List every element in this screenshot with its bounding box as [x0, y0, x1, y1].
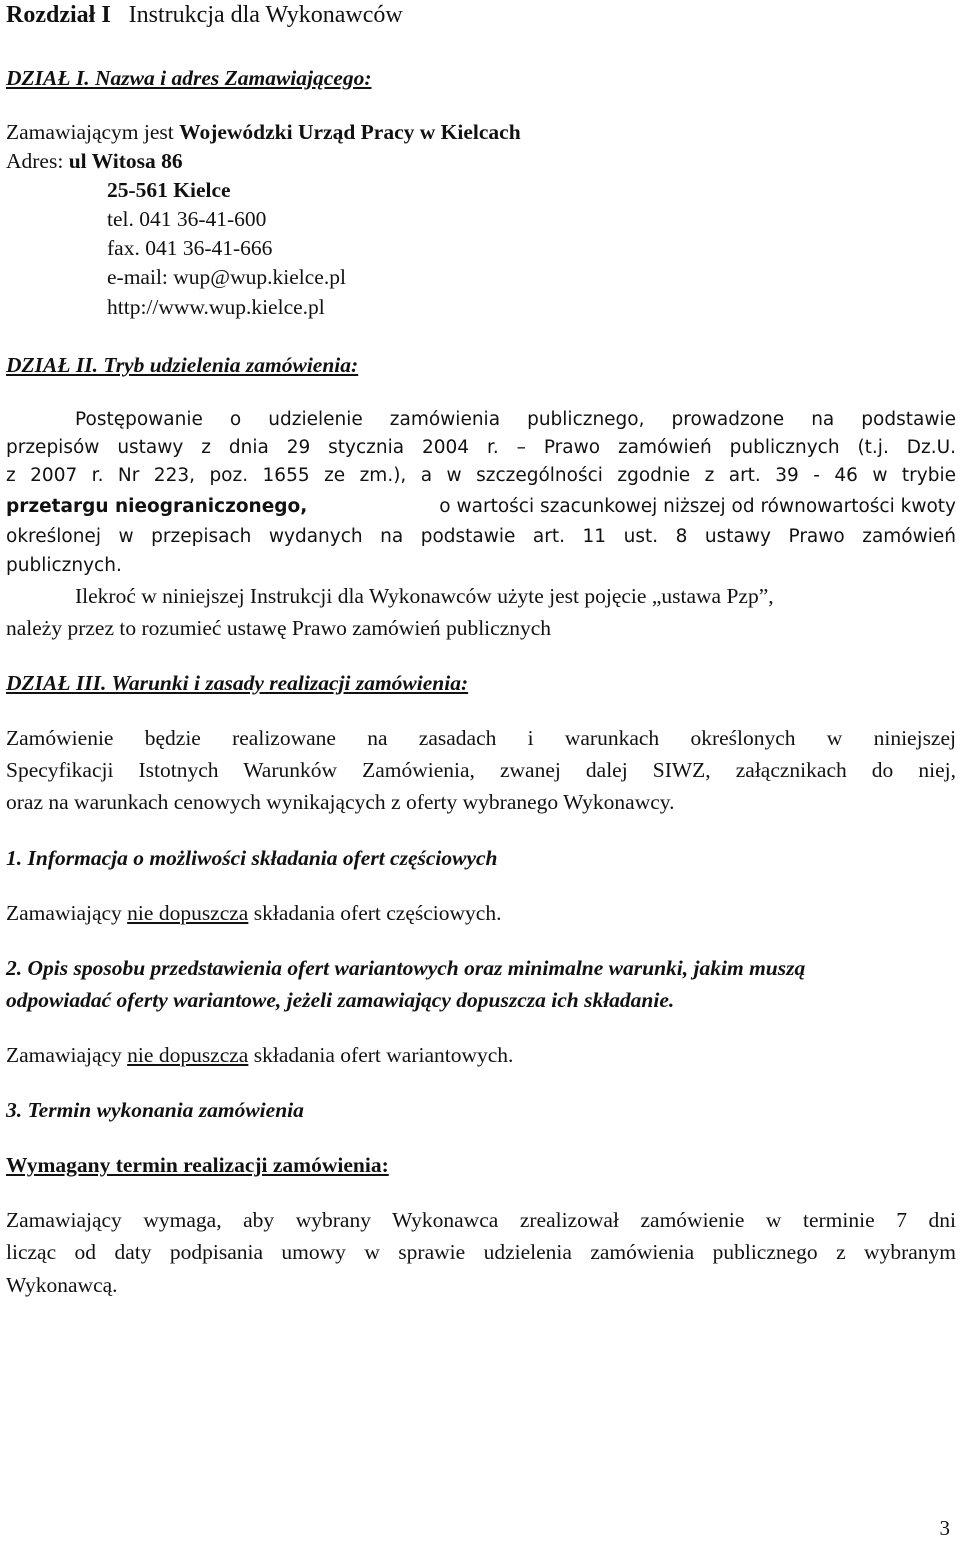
address-street: ul Witosa 86: [68, 149, 183, 173]
section-2-line-1: Postępowanie o udzielenie zamówienia publicznego, prowadzone na podstawie: [75, 409, 956, 430]
client-intro: Zamawiającym jest: [6, 120, 174, 144]
point-1-emphasis: nie dopuszcza: [127, 901, 249, 925]
section-2-heading: DZIAŁ II. Tryb udzielenia zamówienia:: [6, 353, 359, 377]
point-2-text: [6, 1045, 513, 1067]
section-3-line-2: Specyfikacji Istotnych Warunków Zamówienia, zwanej dalej SIWZ, załącznikach do niej,: [6, 758, 956, 782]
chapter-label: Rozdział I: [6, 2, 111, 28]
point-1-text: [6, 903, 501, 925]
page-number: 3: [939, 1516, 950, 1540]
email: e-mail: wup@wup.kielce.pl: [107, 265, 346, 289]
chapter-name: Instrukcja dla Wykonawców: [128, 2, 403, 28]
point-2-heading-line-2: odpowiadać oferty wariantowe, jeżeli zamawiający dopuszcza ich składanie.: [6, 988, 675, 1012]
point-2-heading-line-1: 2. Opis sposobu przedstawienia ofert wariantowych oraz minimalne warunki, jakim muszą: [6, 956, 806, 980]
chapter-title: [6, 3, 403, 27]
client-name: Wojewódzki Urząd Pracy w Kielcach: [179, 120, 521, 144]
point-2-object: składania ofert wariantowych.: [253, 1043, 514, 1067]
website: http://www.wup.kielce.pl: [107, 295, 325, 319]
section-2-line-4-rest: o wartości szacunkowej niższej od równowartości kwoty: [439, 496, 956, 517]
point-3-line-2: licząc od daty podpisania umowy w sprawie udzielenia zamówienia publicznego z wybranym: [6, 1240, 956, 1264]
point-2-emphasis: nie dopuszcza: [127, 1043, 249, 1067]
point-1-subject: Zamawiający: [6, 901, 122, 925]
address-city: 25-561 Kielce: [107, 178, 231, 202]
section-2-line-8: należy przez to rozumieć ustawę Prawo zamówień publicznych: [6, 616, 552, 640]
section-2-line-7: Ilekroć w niniejszej Instrukcji dla Wykonawców użyte jest pojęcie „ustawa Pzp”,: [75, 584, 774, 608]
section-2-line-6: publicznych.: [6, 555, 122, 576]
address-label: Adres:: [6, 149, 64, 173]
section-3-heading: DZIAŁ III. Warunki i zasady realizacji zamówienia:: [6, 671, 469, 695]
section-2-line-2: przepisów ustawy z dnia 29 stycznia 2004 r. – Prawo zamówień publicznych (t.j. Dz.U.: [6, 437, 956, 458]
point-3-line-3: Wykonawcą.: [6, 1273, 118, 1297]
tender-mode: przetargu nieograniczonego,: [6, 496, 308, 517]
client-line: [6, 122, 521, 144]
point-3-line-1: Zamawiający wymaga, aby wybrany Wykonawca zrealizował zamówienie w terminie 7 dni: [6, 1208, 956, 1232]
section-2-line-5: określonej w przepisach wydanych na podstawie art. 11 ust. 8 ustawy Prawo zamówień: [6, 526, 956, 547]
point-1-heading: 1. Informacja o możliwości składania ofert częściowych: [6, 846, 498, 870]
address-line: [6, 151, 183, 173]
point-3-heading: 3. Termin wykonania zamówienia: [6, 1098, 304, 1122]
section-3-line-1: Zamówienie będzie realizowane na zasadach i warunkach określonych w niniejszej: [6, 726, 956, 750]
section-3-line-3: oraz na warunkach cenowych wynikających z oferty wybranego Wykonawcy.: [6, 790, 675, 814]
section-2-line-4: [6, 498, 956, 517]
fax: fax. 041 36-41-666: [107, 236, 273, 260]
point-1-object: składania ofert częściowych.: [253, 901, 502, 925]
point-3-subheading: Wymagany termin realizacji zamówienia:: [6, 1153, 389, 1177]
point-2-subject: Zamawiający: [6, 1043, 122, 1067]
section-1-heading: DZIAŁ I. Nazwa i adres Zamawiającego:: [6, 66, 372, 90]
phone: tel. 041 36-41-600: [107, 207, 267, 231]
section-2-line-3: z 2007 r. Nr 223, poz. 1655 ze zm.), a w szczególności zgodnie z art. 39 - 46 w trybie: [6, 465, 956, 486]
